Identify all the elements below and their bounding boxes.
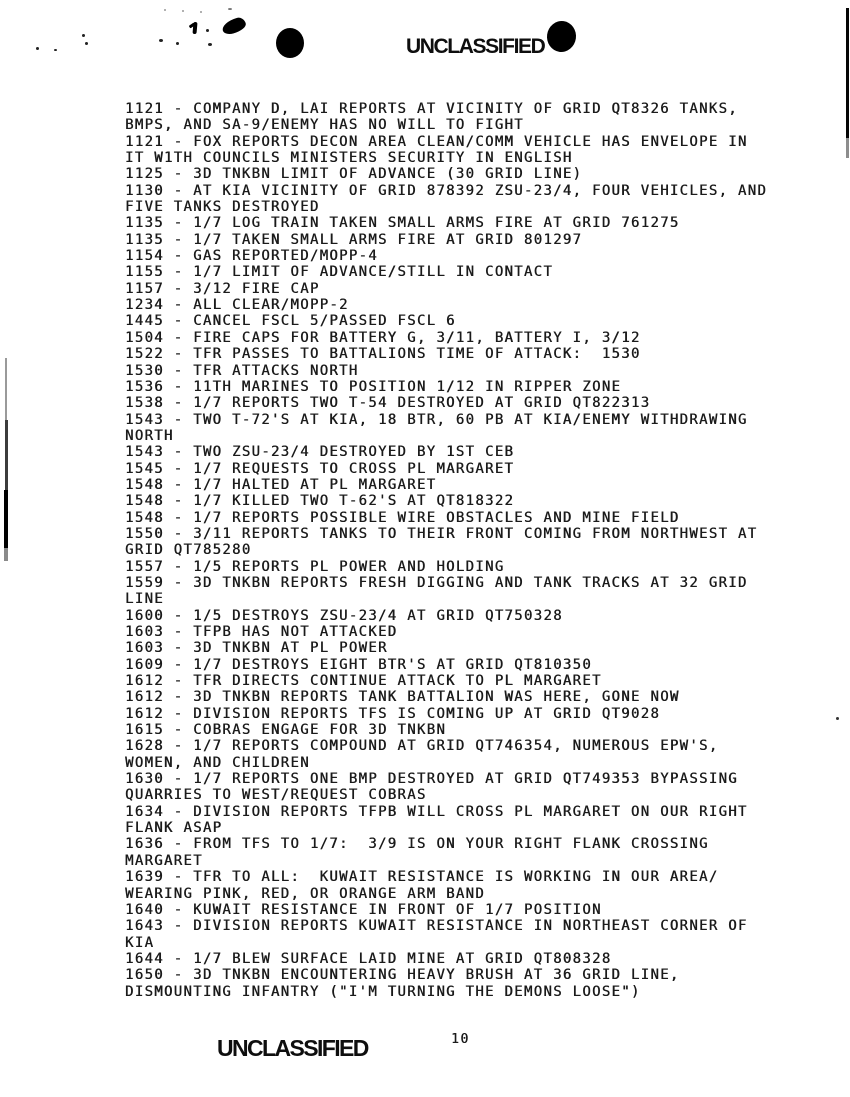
scan-edge-line — [846, 8, 849, 138]
log-line: 1445 - CANCEL FSCL 5/PASSED FSCL 6 — [125, 313, 456, 330]
log-line: 1612 - 3D TNKBN REPORTS TANK BATTALION WAS HERE, GONE NOW — [125, 689, 680, 706]
ink-speck-icon — [836, 717, 839, 720]
log-line: 1639 - TFR TO ALL: KUWAIT RESISTANCE IS WORKING IN OUR AREA/ — [125, 869, 719, 886]
log-line: KIA — [125, 934, 155, 951]
ink-speck-icon — [164, 9, 166, 11]
log-line: 1155 - 1/7 LIMIT OF ADVANCE/STILL IN CONTACT — [125, 264, 554, 281]
ink-speck-icon — [82, 34, 85, 37]
log-line: 1234 - ALL CLEAR/MOPP-2 — [125, 297, 349, 314]
log-line: 1154 - GAS REPORTED/MOPP-4 — [125, 248, 378, 265]
log-line: 1548 - 1/7 HALTED AT PL MARGARET — [125, 476, 437, 493]
log-line: 1636 - FROM TFS TO 1/7: 3/9 IS ON YOUR RIGHT FLANK CROSSING — [125, 836, 709, 853]
log-line: 1650 - 3D TNKBN ENCOUNTERING HEAVY BRUSH AT 36 GRID LINE, — [125, 967, 680, 984]
log-line: 1559 - 3D TNKBN REPORTS FRESH DIGGING AND TANK TRACKS AT 32 GRID — [125, 574, 748, 591]
log-line: WOMEN, AND CHILDREN — [125, 754, 310, 771]
log-line: 1504 - FIRE CAPS FOR BATTERY G, 3/11, BATTERY I, 3/12 — [125, 329, 641, 346]
log-line: 1548 - 1/7 KILLED TWO T-62'S AT QT818322 — [125, 493, 515, 510]
log-line: GRID QT785280 — [125, 542, 252, 559]
log-line: 1643 - DIVISION REPORTS KUWAIT RESISTANCE IN NORTHEAST CORNER OF — [125, 918, 748, 935]
log-line: 1530 - TFR ATTACKS NORTH — [125, 362, 359, 379]
log-text-block — [125, 101, 767, 1000]
log-line: 1550 - 3/11 REPORTS TANKS TO THEIR FRONT COMING FROM NORTHWEST AT — [125, 525, 758, 542]
ink-speck-icon — [36, 47, 39, 50]
log-line: 1121 - COMPANY D, LAI REPORTS AT VICINITY OF GRID QT8326 TANKS, — [125, 101, 738, 117]
log-line: MARGARET — [125, 852, 203, 869]
log-line: 1121 - FOX REPORTS DECON AREA CLEAN/COMM VEHICLE HAS ENVELOPE IN — [125, 133, 748, 150]
ink-speck-icon — [85, 42, 88, 45]
log-line: FLANK ASAP — [125, 820, 223, 837]
log-line: 1630 - 1/7 REPORTS ONE BMP DESTROYED AT GRID QT749353 BYPASSING — [125, 771, 738, 788]
header-classification: UNCLASSIFIED — [406, 35, 545, 58]
ink-speck-icon — [54, 49, 57, 51]
log-line: 1634 - DIVISION REPORTS TFPB WILL CROSS PL MARGARET ON OUR RIGHT — [125, 803, 748, 820]
log-line: 1135 - 1/7 LOG TRAIN TAKEN SMALL ARMS FIRE AT GRID 761275 — [125, 215, 680, 232]
footer-classification: UNCLASSIFIED — [217, 1035, 368, 1061]
ink-speck-icon — [176, 42, 179, 45]
log-line: 1600 - 1/5 DESTROYS ZSU-23/4 AT GRID QT750328 — [125, 607, 563, 624]
log-line: 1543 - TWO T-72'S AT KIA, 18 BTR, 60 PB AT KIA/ENEMY WITHDRAWING — [125, 411, 748, 428]
log-line: 1125 - 3D TNKBN LIMIT OF ADVANCE (30 GRID LINE) — [125, 166, 583, 183]
log-line: 1538 - 1/7 REPORTS TWO T-54 DESTROYED AT GRID QT822313 — [125, 395, 651, 412]
log-line: 1628 - 1/7 REPORTS COMPOUND AT GRID QT746354, NUMEROUS EPW'S, — [125, 738, 719, 755]
ink-speck-icon — [228, 8, 232, 10]
scan-edge-line — [846, 138, 849, 158]
log-line: 1135 - 1/7 TAKEN SMALL ARMS FIRE AT GRID 801297 — [125, 231, 583, 248]
log-line: 1545 - 1/7 REQUESTS TO CROSS PL MARGARET — [125, 460, 515, 477]
ink-speck-icon — [200, 11, 202, 13]
log-line: BMPS, AND SA-9/ENEMY HAS NO WILL TO FIGHT — [125, 117, 524, 134]
log-line: 1640 - KUWAIT RESISTANCE IN FRONT OF 1/7 POSITION — [125, 901, 602, 918]
log-line: LINE — [125, 591, 164, 608]
log-line: FIVE TANKS DESTROYED — [125, 199, 320, 216]
log-line: 1130 - AT KIA VICINITY OF GRID 878392 ZSU-23/4, FOUR VEHICLES, AND — [125, 182, 768, 199]
ink-smudge-icon — [221, 16, 248, 36]
scan-edge-line — [4, 548, 8, 561]
log-line: 1536 - 11TH MARINES TO POSITION 1/12 IN RIPPER ZONE — [125, 378, 622, 395]
scan-edge-line — [5, 358, 7, 420]
log-line: 1609 - 1/7 DESTROYS EIGHT BTR'S AT GRID QT810350 — [125, 656, 592, 673]
ink-speck-icon — [159, 39, 163, 42]
log-line: 1543 - TWO ZSU-23/4 DESTROYED BY 1ST CEB — [125, 444, 515, 461]
log-line: NORTH — [125, 427, 174, 444]
log-line: QUARRIES TO WEST/REQUEST COBRAS — [125, 787, 427, 804]
log-line: 1603 - TFPB HAS NOT ATTACKED — [125, 624, 398, 640]
ink-speck-icon — [182, 10, 184, 12]
log-line: 1603 - 3D TNKBN AT PL POWER — [125, 640, 388, 657]
log-line: WEARING PINK, RED, OR ORANGE ARM BAND — [125, 885, 485, 902]
log-line: IT W1TH COUNCILS MINISTERS SECURITY IN ENGLISH — [125, 150, 573, 167]
log-line: 1522 - TFR PASSES TO BATTALIONS TIME OF ATTACK: 1530 — [125, 346, 641, 363]
page-number: 10 — [451, 1032, 470, 1047]
scan-edge-line — [4, 490, 8, 548]
scan-edge-line — [5, 420, 8, 490]
log-line: 1644 - 1/7 BLEW SURFACE LAID MINE AT GRID QT808328 — [125, 950, 612, 967]
log-line: DISMOUNTING INFANTRY ("I'M TURNING THE DEMONS LOOSE") — [125, 983, 641, 1000]
log-line: 1615 - COBRAS ENGAGE FOR 3D TNKBN — [125, 722, 447, 739]
ink-speck-icon — [208, 43, 212, 46]
log-line: 1157 - 3/12 FIRE CAP — [125, 280, 320, 297]
ink-speck-icon — [206, 29, 209, 32]
log-line: 1612 - DIVISION REPORTS TFS IS COMING UP AT GRID QT9028 — [125, 705, 661, 722]
ink-blot-icon — [276, 28, 304, 58]
log-line: 1612 - TFR DIRECTS CONTINUE ATTACK TO PL MARGARET — [125, 673, 602, 690]
ink-blot-icon — [545, 19, 578, 54]
log-line: 1548 - 1/7 REPORTS POSSIBLE WIRE OBSTACLES AND MINE FIELD — [125, 509, 680, 526]
log-line: 1557 - 1/5 REPORTS PL POWER AND HOLDING — [125, 558, 505, 575]
